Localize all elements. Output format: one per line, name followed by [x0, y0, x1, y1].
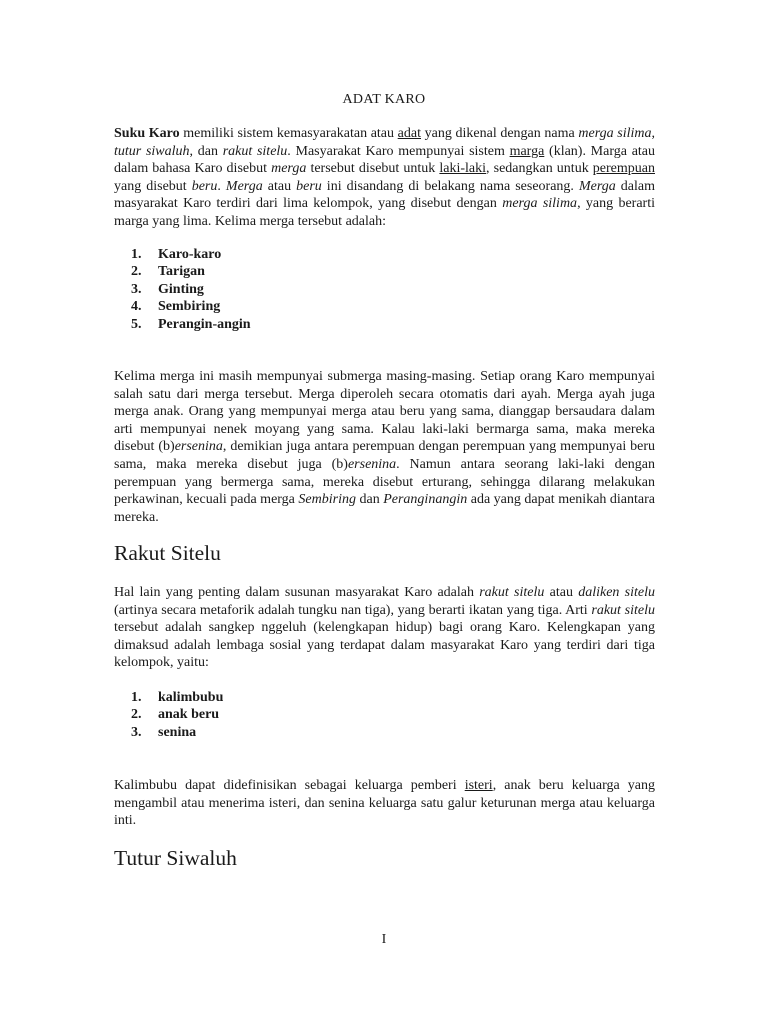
adat-link[interactable]: adat [397, 126, 421, 141]
list-item: 4. Sembiring [131, 299, 221, 315]
list-item: 2. Tarigan [131, 264, 205, 280]
heading-rakut-sitelu: Rakut Sitelu [114, 541, 221, 565]
list-item: 5. Perangin-angin [131, 316, 251, 332]
rakut-list [131, 689, 223, 741]
page-number: I [381, 932, 387, 947]
intro-paragraph: Suku Karo memiliki sistem kemasyarakatan atau adat yang dikenal dengan nama merga silima, tutur siwaluh, dan rakut sitelu. Masyarakat Karo mempunyai sistem marga (klan). Marga atau dalam bahasa Karo disebut merga tersebut disebut untuk laki-laki, sedangkan untuk perempuan yang disebut beru. Merga atau beru ini disandang di belakang nama seseorang. Merga dalam masyarakat Karo terdiri dari lima kelompok, yang disebut dengan merga silima, yang berarti marga yang lima. Kelima merga tersebut adalah: [114, 126, 656, 229]
isteri-link[interactable]: isteri [464, 778, 493, 793]
list-item: 2. anak beru [131, 707, 220, 723]
document-title: ADAT KARO [342, 92, 426, 107]
rakut-paragraph: Hal lain yang penting dalam susunan masyarakat Karo adalah rakut sitelu atau daliken sitelu (artinya secara metaforik adalah tungku nan tiga), yang berarti ikatan yang tiga. Arti rakut sitelu tersebut adalah sangkep nggeluh (kelengkapan hidup) bagi orang Karo. Kelengkapan yang dimaksud adalah lembaga sosial yang terdapat dalam masyarakat Karo yang terdiri dari tiga kelompok, yaitu: [114, 585, 655, 671]
perempuan-link[interactable]: perempuan [592, 161, 655, 177]
list-item: 1. kalimbubu [131, 690, 224, 705]
kalimbubu-paragraph: Kalimbubu dapat didefinisikan sebagai keluarga pemberi isteri, anak beru keluarga yang mengambil atau menerima isteri, dan senina keluarga satu galur keturunan merga atau keluarga inti. [114, 778, 655, 829]
submerga-paragraph: Kelima merga ini masih mempunyai submerga masing-masing. Setiap orang Karo mempunyai salah satu dari merga tersebut. Merga diperoleh secara otomatis dari ayah. Merga ayah juga merga anak. Orang yang mempunyai merga atau beru yang sama, dianggap bersaudara dalam arti mempunyai nenek moyang yang sama. Kalau laki-laki bermarga sama, maka mereka disebut (b)ersenina, demikian juga antara perempuan dengan perempuan yang mempunyai beru sama, maka mereka disebut juga (b)ersenina. Namun antara seorang laki-laki dengan perempuan yang bermerga sama, mereka disebut erturang, sehingga dilarang melakukan perkawinan, kecuali pada merga Sembiring dan Peranginangin ada yang dapat menikah diantara mereka. [114, 369, 656, 525]
marga-link[interactable]: marga [509, 143, 545, 159]
list-item: 3. senina [131, 724, 197, 740]
heading-tutur-siwaluh: Tutur Siwaluh [114, 846, 237, 870]
list-item: 3. Ginting [131, 281, 204, 297]
merga-list [131, 246, 251, 333]
laki-laki-link[interactable]: laki-laki [439, 161, 487, 177]
list-item: 1. Karo-karo [131, 247, 222, 262]
